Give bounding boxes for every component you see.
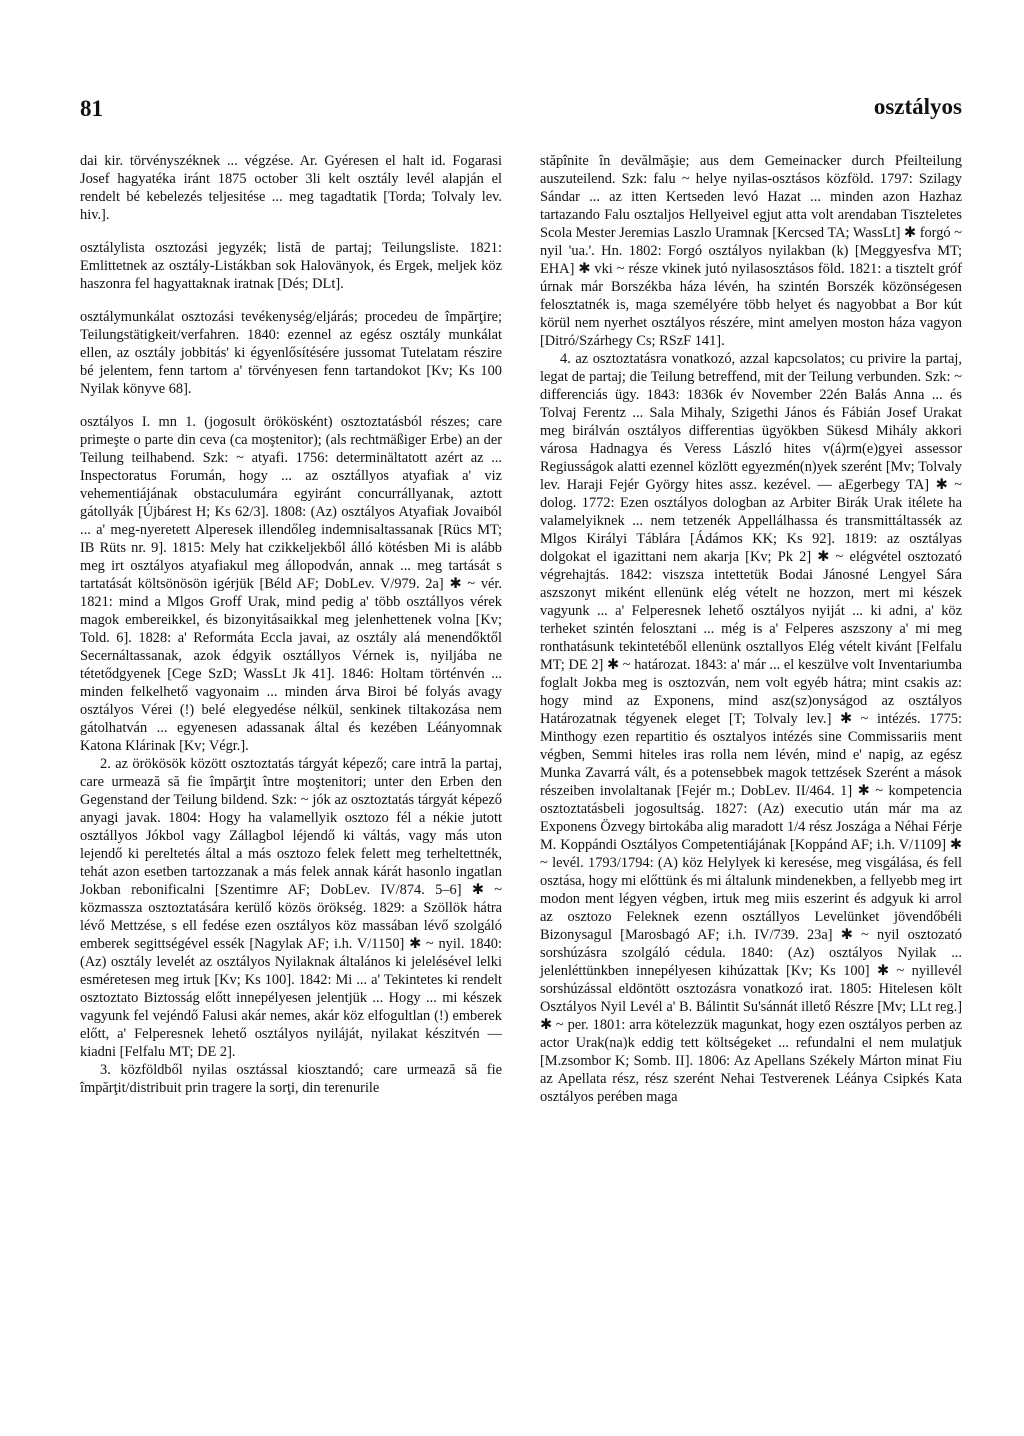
page-number: 81 [80,96,103,121]
entry-osztalyos-sense-3-continued: stăpînite în devălmăşie; aus dem Gemeinacker durch Pfeilteilung auszuteilend. Szk: falu ~ helye nyilas-osztásos közföld. 1797: Szilagy Sándar ... az itten Kertseden levó Hazat ... minden azon Hazhaz tartazando Falu osztaljos Hellyeivel egjut atta volt arendaban Tiszteletes Scola Mester Jeremias Laszlo Uramnak [Kercsed TA; WassLt] ✱ forgó ~ nyil 'ua.'. Hn. 1802: Forgó osztályos nyilakban (k) [Meggyesfva MT; EHA] ✱ vki ~ része vkinek jutó nyilasosztásos föld. 1821: a tisztelt gróf úrnak már Borszékba háza lévén, ha szintén Borszék közönségesen felosztatnék is, maga személyére több helyet és nagyobbat a Bor kút körül nem nyerhet osztályos részére, mint amelyen moston háza vagyon [Ditró/Szárhegy Cs; RSzF 141]. [540,153,962,349]
left-column [80,152,502,1097]
entry-osztalyos-sense-4: 4. az osztoztatásra vonatkozó, azzal kapcsolatos; cu privire la partaj, legat de partaj; die Teilung betreffend, mit der Teilung verbunden. Szk: ~ differenciás ügy. 1843: 1836k év November 22én Balás Anna ... és Tolvaj Ferentz ... Sala Mihaly, Szigethi János és Fábián Josef Urakat meg birálván osztályos differentias ügyökben Sükesd Mihály akkori városa Hadnagya és Veress László hites v(á)rm(e)gyei assessor Regiusságok alatti ezennel közlött egyezmén(n)yek szerént [Mv; Tolvaly lev. Haraji Fejér György hites assz. kezével. — aEgerbegy TA] ✱ ~ dolog. 1772: Ezen osztályos dologban az Arbiter Birák Urak itélete ha valamelyiknek ... nem tetzenék Appellálhassa és transmittáltassék az Mlgos Királyi Táblára [Ádámos KK; Ks 92]. 1819: az osztályas dolgokat el igazittani nem akarja [Kv; Pk 2] ✱ ~ elégvétel osztozató végrehajtás. 1842: viszsza intettetük Bodai Jánosné Lengyel Sára aszszonyt miként ellenünk elég vételt ne hozzon, mert mi készek vagyunk ... a' Felperesnek lehető osztályos nyiját ... ki adni, a' köz terheket szintén felosztani ... még is a' Felperes aszszony a' mi meg ronthatásunk tekintetéből ellenünk osztallyos Elég vételt kivánt [Felfalu MT; DE 2] ✱ ~ határozat. 1843: a' már ... el keszülve volt Inventariumba foglalt Jokba meg is osztozván, nem volt egyéb hátra; mint csakis az: hogy mind az Exponens, mind asz(sz)onyságod az osztályos Határozatnak tégyenek eleget [T; Tolvaly lev.] ✱ ~ intézés. 1775: Minthogy ezen repartitio és osztalyos intézés sine Commissariis ment végben, Semmi hiteles iras rolla nem lévén, mind e' napig, az egész Munka Zavarrá vált, és a potensebbek magok tettzések Szerént a mások részeiben involaltanak [Fejér m.; DobLev. II/464. 1] ✱ ~ kompetencia osztoztatásbeli jogosultság. 1827: (Az) executio után már ma az Exponens Özvegy birtokába alig maradott 1/4 rész Joszága a Néhai Férje M. Koppándi Osztályos Competentiájának [Koppánd AF; i.h. V/1109] ✱ ~ levél. 1793/1794: (A) köz Helylyek ki keresése, meg visgálása, és fell osztása, hogy mi előttünk és mi általunk mindenekben, a fellyebb meg irt modon ment légyen végben, irtuk meg miis eszerint és adgyuk ki arrol az osztozo Feleknek ezenn osztállyos Levelünket jövendőbéli Bizonysagul [Marosbagó AF; i.h. IV/739. 23a] ✱ ~ nyil osztozató sorshúzásra szolgáló cédula. 1840: (Az) osztályos Nyilak ... jelenléttünkben innepélyesen kihúzattak [Kv; Ks 100] ✱ ~ nyillevél sorshúzással eldöntött osztozásra vonatkozó irat. 1805: Hitelesen költ Osztályos Nyil Levél a' B. Bálintit Su'sánnát illető Részre [Mv; LLt reg.] ✱ ~ per. 1801: arra kötelezzük magunkat, hogy ezen osztályos perben az actor Urak(na)k eddig tett költségeket ... refundalni el nem mulatjuk [M.zsombor K; Somb. II]. 1806: Az Apellans Székely Márton minat Fiu az Apellata rész, rész szerént Nehai Testverenek Léánya Csipkés Kata osztályos perében maga [540,351,962,1105]
entry-osztalyos-sense-2: 2. az örökösök között osztoztatás tárgyát képező; care intră la partaj, care urmează să fie împărţit între moştenitori; unter den Erben den Gegenstand der Teilung bildend. Szk: ~ jók az osztoztatás tárgyát képező anyagi javak. 1804: Hogy ha valamellyik osztozo fél a nékie jutott osztállyos Jókbol vagy Zállagbol léjendő ki váltás, vagy más uton lejendő ki pereltetés által a más osztozo felek felett meg terheltettnék, tehát azon esetben tartozzanak a más felek annak kárát hasonlo ingatlan Jokban rebonificalni [Szentimre AF; DobLev. IV/874. 5–6] ✱ ~ közmassza osztoztatására kerülő közös örökség. 1829: a Szöllök hátra lévő Mettzése, s ell fedése ezen osztályos köz massában lévő szolgáló emberek segittségével essék [Nagylak AF; i.h. V/1150] ✱ ~ nyil. 1840: (Az) osztály levelét az osztályos Nyilaknak általános ki jelelésével lelki esméretesen meg irtuk [Kv; Ks 100]. 1842: Mi ... a' Tekintetes ki rendelt osztoztato Biztosság előtt innepélyesen jelentjük ... Hogy ... mi készek vagyunk fel vejéndő Falusi akár nemes, akár köz elfogultlan (!) emberek előtt, a' Felperesnek lehető osztályos nyiláját, nyilakat készitvén — kiadni [Felfalu MT; DE 2]. [80,756,502,1060]
right-column [540,152,962,1106]
running-head: osztályos [873,94,962,119]
entry-osztalyos-sense-3: 3. közföldből nyilas osztással kiosztandó; care urmează să fie împărţit/distribuit prin tragere la sorţi, din terenurile [80,1062,502,1096]
entry-osztalymunkalat: osztálymunkálat osztozási tevékenység/eljárás; procedeu de împărţire; Teilungstätigkeit/verfahren. 1840: ezennel az egész osztály munkálat ellen, az osztály jobbitás' ki égyenlősítésére jussomat Tutelatam részire bé jelentem, fenn tartom a' törvényesen fenn tartandokot [Kv; Ks 100 Nyilak könyve 68]. [80,309,502,397]
entry-osztalylista: osztálylista osztozási jegyzék; listă de partaj; Teilungsliste. 1821: Emlittetnek az osztály-Listákban sok Halovänyok, és Ergek, meljek köz haszonra fel hagyattaknak iratnak [Dés; DLt]. [80,240,502,292]
entry-continuation: dai kir. törvényszéknek ... végzése. Ar. Gyéresen el halt id. Fogarasi Josef hagyatéka iránt 1875 october 3li kelt osztály levél alapján el rendelt bé kebelezés teljesitése ... meg tagadtatik [Torda; Tolvaly lev. hiv.]. [80,153,502,223]
entry-osztalyos-sense-1: osztályos I. mn 1. (jogosult örökösként) osztoztatásból részes; care primeşte o parte din ceva (ca moştenitor); (als rechtmäßiger Erbe) an der Teilung teilhabend. Szk: ~ atyafi. 1756: determinältatott azért az ... Inspectoratus Forumán, hogy ... az osztállyos atyafiak a' viz vehementiájának obstaculumára egyiránt concurrállyanak, aztott gátollyák [Újbárest H; Ks 62/3]. 1808: (Az) osztályos Atyafiak Jovaiból ... a' meg-nyeretett Alperesek illendőleg indemnisaltassanak [Rücs MT; IB Rüts nr. 9]. 1815: Mely hat czikkeljekből álló kötésben Mi is alább meg irt osztályos atyafiakul meg állopodván, annak ... meg tartását s tartatását költsönösön igérjük [Béld AF; DobLev. V/979. 2a] ✱ ~ vér. 1821: mind a Mlgos Groff Urak, mind pedig a' több osztállyos vérek magok embereikkel, és bizonyitásaikkal meg jelenhettenek volna [Kv; Told. 6]. 1828: a' Reformáta Eccla javai, az osztály alá menendőktől Secernáltassanak, azok édgyik osztállyos Vérnek is, nyiljába ne tétetődgyenek [Cege SzD; WassLt Jk 41]. 1846: Holtam történvén ... minden felkelhető vagyonaim ... minden árva Biroi bé folyás avagy osztályos Vérei (!) belé elegyedése nélkül, senkinek tiltakozása nem gátolhatván ... egyenesen adassanak által és kezében Léányomnak Katona Klárinak [Kv; Végr.]. [80,414,502,754]
